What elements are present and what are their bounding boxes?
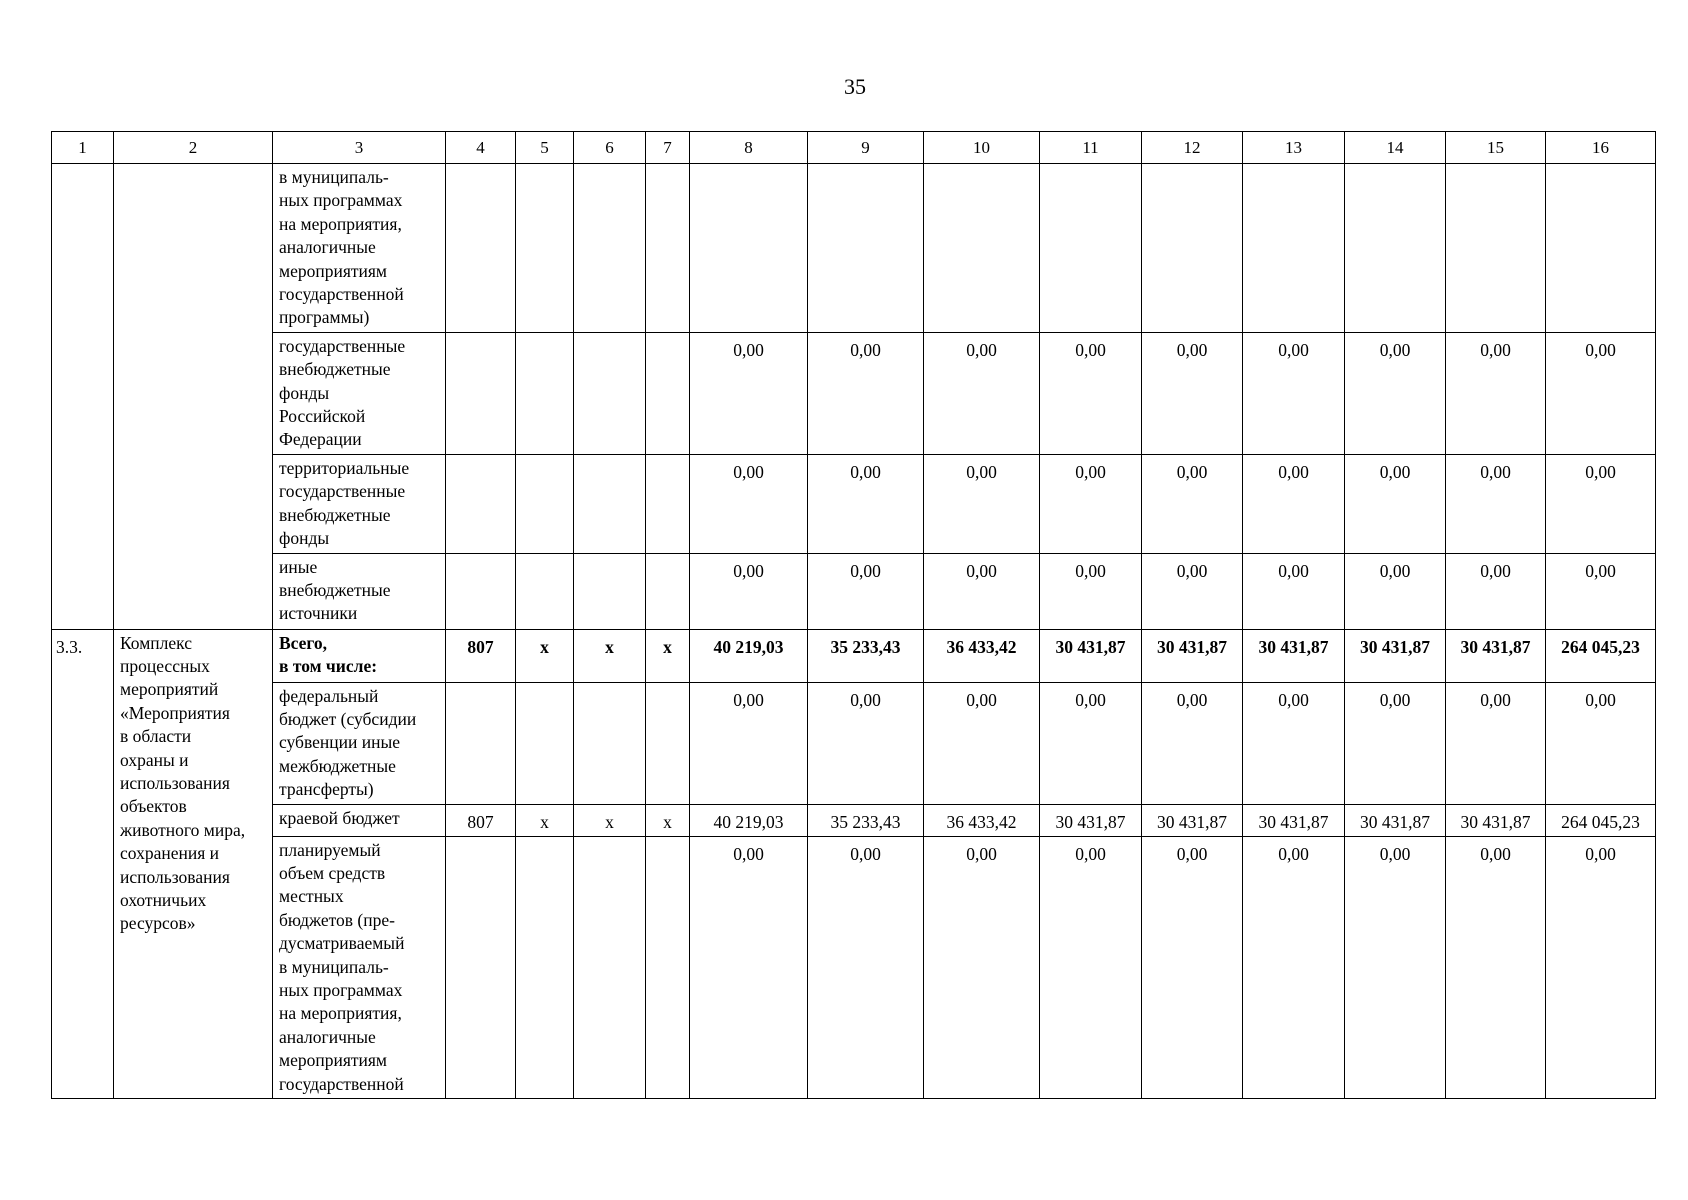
value-cell: 0,00 bbox=[1142, 553, 1243, 629]
code-cell bbox=[574, 682, 646, 804]
value-cell: 264 045,23 bbox=[1546, 804, 1656, 836]
value-cell: 30 431,87 bbox=[1142, 629, 1243, 682]
code-cell: x bbox=[516, 629, 574, 682]
code-cell bbox=[646, 332, 690, 454]
code-cell: x bbox=[574, 629, 646, 682]
name-cell bbox=[114, 164, 273, 630]
value-cell: 30 431,87 bbox=[1345, 629, 1446, 682]
code-cell: x bbox=[646, 804, 690, 836]
column-header: 12 bbox=[1142, 132, 1243, 164]
source-label: Всего, в том числе: bbox=[273, 629, 446, 682]
table-row bbox=[52, 332, 1656, 454]
code-cell bbox=[646, 454, 690, 553]
value-cell: 30 431,87 bbox=[1243, 804, 1345, 836]
value-cell bbox=[1546, 164, 1656, 333]
source-label: краевой бюджет bbox=[273, 804, 446, 836]
source-label: государственные внебюджетные фонды Российской Федерации bbox=[273, 332, 446, 454]
column-header: 4 bbox=[446, 132, 516, 164]
value-cell: 36 433,42 bbox=[924, 629, 1040, 682]
item-index: 3.3. bbox=[52, 629, 114, 1099]
value-cell: 0,00 bbox=[1546, 454, 1656, 553]
table-row bbox=[52, 836, 1656, 1098]
value-cell: 30 431,87 bbox=[1040, 804, 1142, 836]
item-name: Комплекс процессных мероприятий «Мероприятия в области охраны и использования объектов животного мира, сохранения и использования охотничьих ресурсов» bbox=[114, 629, 273, 1099]
code-cell bbox=[516, 332, 574, 454]
value-cell: 0,00 bbox=[808, 682, 924, 804]
table-row bbox=[52, 132, 1656, 164]
value-cell: 30 431,87 bbox=[1040, 629, 1142, 682]
value-cell: 0,00 bbox=[1040, 454, 1142, 553]
value-cell: 0,00 bbox=[1546, 553, 1656, 629]
value-cell: 0,00 bbox=[1040, 836, 1142, 1098]
value-cell: 0,00 bbox=[1546, 332, 1656, 454]
value-cell: 0,00 bbox=[1142, 332, 1243, 454]
column-header: 1 bbox=[52, 132, 114, 164]
value-cell: 0,00 bbox=[1345, 836, 1446, 1098]
column-header: 9 bbox=[808, 132, 924, 164]
source-label: иные внебюджетные источники bbox=[273, 553, 446, 629]
code-cell bbox=[446, 332, 516, 454]
value-cell bbox=[1142, 164, 1243, 333]
source-label: федеральный бюджет (субсидии субвенции иные межбюджетные трансферты) bbox=[273, 682, 446, 804]
value-cell: 0,00 bbox=[1345, 332, 1446, 454]
page-number: 35 bbox=[844, 74, 866, 99]
column-header: 13 bbox=[1243, 132, 1345, 164]
column-header: 5 bbox=[516, 132, 574, 164]
column-header: 15 bbox=[1446, 132, 1546, 164]
value-cell: 0,00 bbox=[1345, 454, 1446, 553]
value-cell: 0,00 bbox=[924, 332, 1040, 454]
code-cell bbox=[574, 164, 646, 333]
value-cell: 0,00 bbox=[808, 332, 924, 454]
column-header: 14 bbox=[1345, 132, 1446, 164]
code-cell bbox=[516, 682, 574, 804]
value-cell: 0,00 bbox=[690, 553, 808, 629]
code-cell bbox=[646, 553, 690, 629]
value-cell: 30 431,87 bbox=[1142, 804, 1243, 836]
code-cell bbox=[574, 836, 646, 1098]
table-row bbox=[52, 553, 1656, 629]
value-cell: 30 431,87 bbox=[1243, 629, 1345, 682]
value-cell: 0,00 bbox=[1243, 682, 1345, 804]
code-cell bbox=[446, 454, 516, 553]
column-header: 6 bbox=[574, 132, 646, 164]
value-cell: 0,00 bbox=[690, 836, 808, 1098]
code-cell bbox=[646, 164, 690, 333]
value-cell: 0,00 bbox=[1243, 332, 1345, 454]
value-cell: 0,00 bbox=[1446, 332, 1546, 454]
code-cell bbox=[646, 836, 690, 1098]
code-cell: x bbox=[516, 804, 574, 836]
value-cell: 35 233,43 bbox=[808, 804, 924, 836]
value-cell: 0,00 bbox=[1243, 553, 1345, 629]
value-cell: 0,00 bbox=[1446, 553, 1546, 629]
value-cell: 0,00 bbox=[924, 553, 1040, 629]
table-row bbox=[52, 682, 1656, 804]
value-cell: 0,00 bbox=[1142, 836, 1243, 1098]
source-label: в муниципаль- ных программах на мероприятия, аналогичные мероприятиям государственной программы) bbox=[273, 164, 446, 333]
value-cell: 35 233,43 bbox=[808, 629, 924, 682]
value-cell: 0,00 bbox=[690, 332, 808, 454]
value-cell: 0,00 bbox=[924, 454, 1040, 553]
column-header: 7 bbox=[646, 132, 690, 164]
column-header: 16 bbox=[1546, 132, 1656, 164]
value-cell: 0,00 bbox=[1446, 682, 1546, 804]
table-row bbox=[52, 629, 1656, 682]
code-cell bbox=[446, 836, 516, 1098]
table-row bbox=[52, 804, 1656, 836]
code-cell: 807 bbox=[446, 629, 516, 682]
value-cell: 0,00 bbox=[690, 682, 808, 804]
value-cell: 0,00 bbox=[1546, 836, 1656, 1098]
table-row bbox=[52, 164, 1656, 333]
value-cell: 0,00 bbox=[1345, 682, 1446, 804]
value-cell: 30 431,87 bbox=[1345, 804, 1446, 836]
value-cell: 0,00 bbox=[1446, 454, 1546, 553]
value-cell: 0,00 bbox=[1040, 682, 1142, 804]
code-cell bbox=[646, 682, 690, 804]
value-cell: 40 219,03 bbox=[690, 629, 808, 682]
code-cell: x bbox=[646, 629, 690, 682]
value-cell: 0,00 bbox=[1243, 454, 1345, 553]
value-cell: 0,00 bbox=[1142, 454, 1243, 553]
code-cell bbox=[516, 164, 574, 333]
value-cell: 0,00 bbox=[1040, 553, 1142, 629]
code-cell: 807 bbox=[446, 804, 516, 836]
value-cell: 0,00 bbox=[1040, 332, 1142, 454]
value-cell bbox=[1345, 164, 1446, 333]
value-cell: 0,00 bbox=[690, 454, 808, 553]
value-cell: 0,00 bbox=[1142, 682, 1243, 804]
code-cell bbox=[574, 332, 646, 454]
value-cell bbox=[1040, 164, 1142, 333]
column-header: 11 bbox=[1040, 132, 1142, 164]
value-cell: 0,00 bbox=[1345, 553, 1446, 629]
value-cell bbox=[924, 164, 1040, 333]
value-cell bbox=[690, 164, 808, 333]
value-cell bbox=[1446, 164, 1546, 333]
value-cell: 0,00 bbox=[1243, 836, 1345, 1098]
code-cell bbox=[516, 836, 574, 1098]
value-cell: 0,00 bbox=[1546, 682, 1656, 804]
value-cell bbox=[808, 164, 924, 333]
value-cell: 36 433,42 bbox=[924, 804, 1040, 836]
budget-table bbox=[51, 131, 1656, 1099]
source-label: территориальные государственные внебюджетные фонды bbox=[273, 454, 446, 553]
value-cell: 0,00 bbox=[808, 836, 924, 1098]
value-cell: 0,00 bbox=[808, 553, 924, 629]
value-cell: 0,00 bbox=[808, 454, 924, 553]
code-cell: x bbox=[574, 804, 646, 836]
column-header: 3 bbox=[273, 132, 446, 164]
source-label: планируемый объем средств местных бюджетов (пре- дусматриваемый в муниципаль- ных программах на мероприятия, аналогичные мероприятиям государственной bbox=[273, 836, 446, 1098]
value-cell: 0,00 bbox=[924, 836, 1040, 1098]
column-header: 2 bbox=[114, 132, 273, 164]
code-cell bbox=[446, 682, 516, 804]
column-header: 10 bbox=[924, 132, 1040, 164]
table-row bbox=[52, 454, 1656, 553]
value-cell: 264 045,23 bbox=[1546, 629, 1656, 682]
code-cell bbox=[516, 553, 574, 629]
value-cell: 0,00 bbox=[1446, 836, 1546, 1098]
value-cell bbox=[1243, 164, 1345, 333]
code-cell bbox=[574, 553, 646, 629]
value-cell: 30 431,87 bbox=[1446, 629, 1546, 682]
code-cell bbox=[446, 553, 516, 629]
code-cell bbox=[574, 454, 646, 553]
value-cell: 30 431,87 bbox=[1446, 804, 1546, 836]
value-cell: 40 219,03 bbox=[690, 804, 808, 836]
code-cell bbox=[446, 164, 516, 333]
code-cell bbox=[516, 454, 574, 553]
index-cell bbox=[52, 164, 114, 630]
column-header: 8 bbox=[690, 132, 808, 164]
value-cell: 0,00 bbox=[924, 682, 1040, 804]
